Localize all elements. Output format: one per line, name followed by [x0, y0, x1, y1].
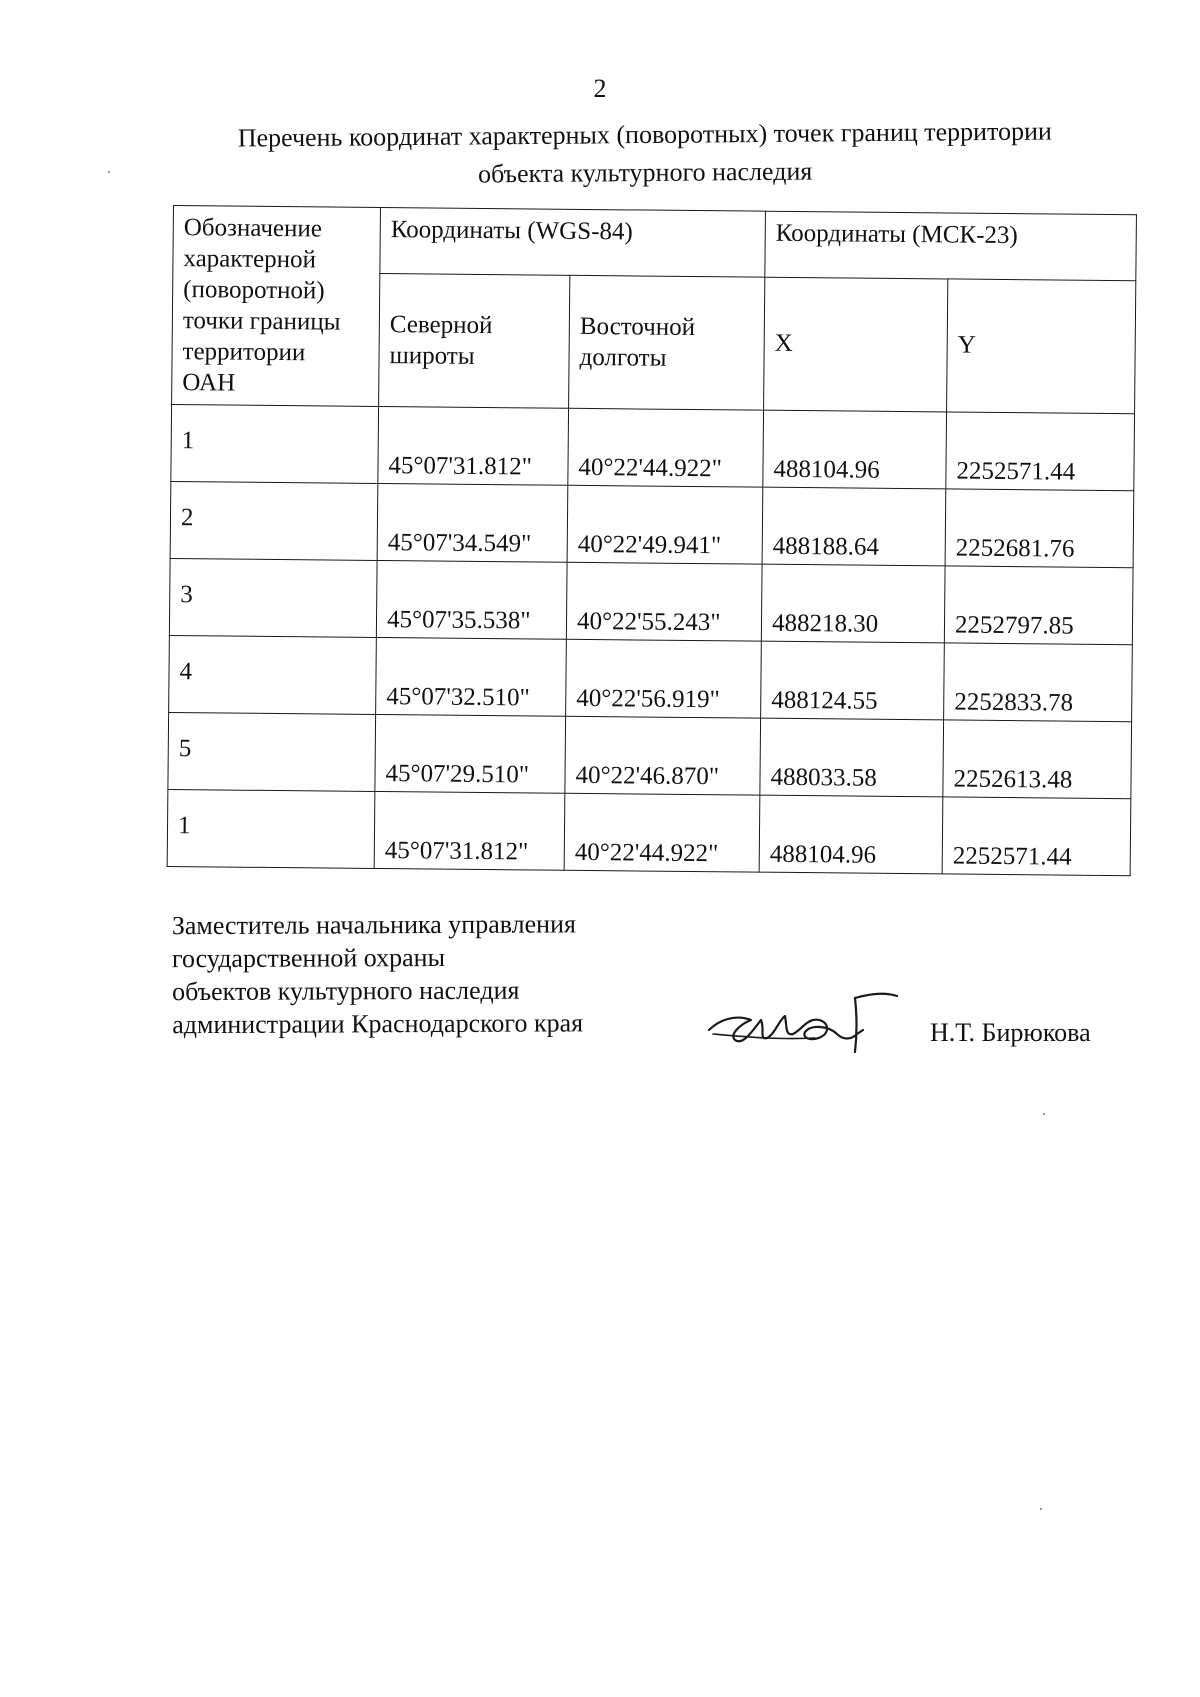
y-header: Y — [947, 279, 1136, 414]
table-row — [169, 635, 1133, 721]
y-cell: 2252571.44 — [942, 797, 1131, 876]
point-header-line: ОАН — [182, 369, 236, 397]
table-row — [167, 789, 1131, 875]
latitude-header-line: широты — [389, 342, 475, 370]
longitude-cell: 40°22'49.941" — [567, 485, 763, 564]
longitude-cell: 40°22'44.922" — [568, 408, 764, 487]
coordinates-table — [167, 205, 1137, 876]
longitude-cell: 40°22'56.919" — [566, 639, 762, 718]
point-header — [172, 206, 381, 407]
point-cell: 2 — [170, 481, 378, 560]
title-line-1: Перечень координат характерных (поворотных) точек границ территории — [237, 116, 1052, 153]
wgs-header: Координаты (WGS-84) — [380, 207, 766, 277]
document-title — [170, 112, 1121, 196]
latitude-cell: 45°07'31.812" — [374, 791, 565, 870]
point-header-line: территории — [182, 338, 306, 367]
point-header-line: Обозначение — [183, 214, 323, 243]
scan-speck — [1043, 1113, 1045, 1115]
longitude-cell: 40°22'46.870" — [565, 716, 761, 795]
signer-name: Н.Т. Бирюкова — [930, 1018, 1091, 1047]
table-row — [168, 712, 1132, 798]
point-header-line: характерной — [183, 245, 317, 274]
latitude-cell: 45°07'31.812" — [378, 406, 569, 485]
latitude-header-line: Северной — [389, 311, 493, 340]
header-row-1 — [173, 206, 1137, 281]
point-cell: 1 — [167, 789, 375, 868]
longitude-header — [569, 275, 765, 410]
latitude-cell: 45°07'35.538" — [376, 560, 567, 639]
page-number: 2 — [593, 74, 607, 103]
signatory-title — [172, 907, 693, 1041]
longitude-cell: 40°22'44.922" — [564, 793, 760, 872]
x-cell: 488104.96 — [759, 795, 943, 874]
signatory-title-line: администрации Краснодарского края — [172, 1008, 584, 1040]
longitude-header-line: долготы — [579, 343, 667, 372]
x-cell: 488104.96 — [763, 410, 947, 489]
title-line-2: объекта культурного наследия — [477, 156, 813, 189]
latitude-cell: 45°07'32.510" — [376, 637, 567, 716]
scan-speck — [1040, 1508, 1042, 1510]
point-header-line: точки границы — [182, 307, 341, 336]
handwritten-signature — [705, 990, 900, 1060]
longitude-header-line: Восточной — [579, 312, 696, 342]
point-cell: 3 — [169, 558, 377, 637]
x-header: X — [764, 277, 948, 412]
longitude-cell: 40°22'55.243" — [566, 562, 762, 641]
y-cell: 2252613.48 — [943, 720, 1132, 799]
point-header-line: (поворотной) — [183, 276, 325, 305]
coordinates-table-wrapper — [167, 205, 1136, 876]
signatory-title-line: объектов культурного наследия — [172, 975, 520, 1007]
signatory-title-line: государственной охраны — [171, 942, 446, 974]
point-cell: 5 — [168, 712, 376, 791]
latitude-cell: 45°07'34.549" — [377, 483, 568, 562]
y-cell: 2252571.44 — [946, 412, 1135, 491]
y-cell: 2252797.85 — [944, 566, 1133, 645]
scan-speck — [108, 171, 110, 173]
table-row — [171, 404, 1135, 490]
msk-header: Координаты (МСК-23) — [765, 211, 1137, 281]
x-cell: 488033.58 — [760, 718, 944, 797]
latitude-header — [379, 273, 570, 408]
point-cell: 1 — [171, 404, 379, 483]
y-cell: 2252833.78 — [944, 643, 1133, 722]
x-cell: 488188.64 — [762, 487, 946, 566]
point-cell: 4 — [169, 635, 377, 714]
x-cell: 488124.55 — [761, 641, 945, 720]
x-cell: 488218.30 — [761, 564, 945, 643]
table-row — [169, 558, 1133, 644]
signatory-title-line: Заместитель начальника управления — [171, 909, 577, 941]
y-cell: 2252681.76 — [945, 489, 1134, 568]
latitude-cell: 45°07'29.510" — [375, 714, 566, 793]
table-row — [170, 481, 1134, 567]
